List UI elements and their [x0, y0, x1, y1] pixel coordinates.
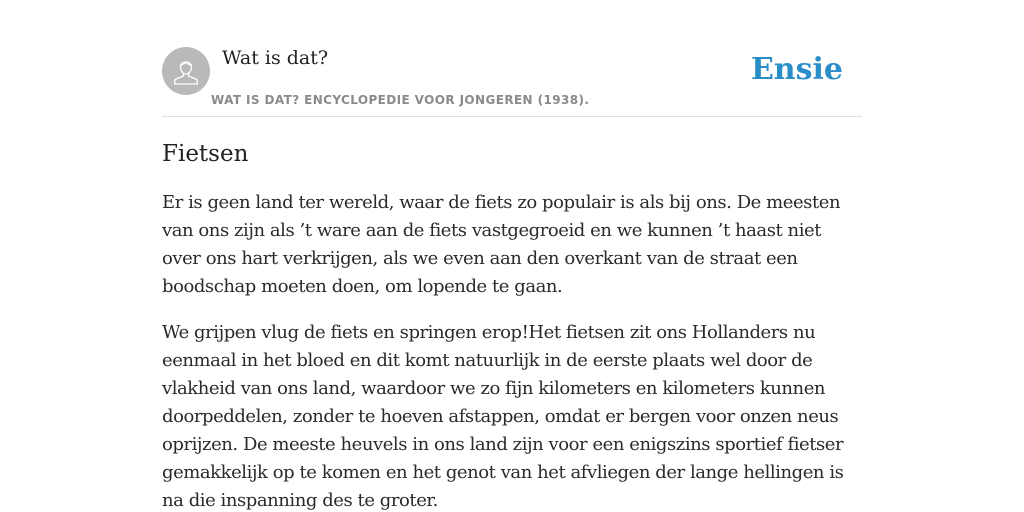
article-heading: Fietsen [162, 141, 249, 167]
article-paragraph-2: We grijpen vlug de fiets en springen erop!Het fietsen zit ons Hollanders nu eenmaal in het bloed en dit komt natuurlijk in de eerste plaats wel door de vlakheid van ons land, waardoor we zo fijn kilometers en kilometers kunnen doorpeddelen, zonder te hoeven afstappen, omdat er bergen voor onzen neus oprijzen. De meeste heuvels in ons land zijn voor een enigszins sportief fietser gemakkelijk op te komen en het genot van het afvliegen der lange hellingen is na die inspanning des te groter. [162, 322, 844, 511]
source-header [162, 46, 862, 117]
source-title-link[interactable]: Wat is dat? [222, 47, 329, 69]
user-silhouette-icon [162, 47, 210, 95]
article-body [162, 139, 862, 512]
source-subtitle: WAT IS DAT? ENCYCLOPEDIE VOOR JONGEREN (1938). [211, 93, 590, 107]
ensie-logo[interactable]: Ensie [750, 52, 843, 87]
article-paragraph-1: Er is geen land ter wereld, waar de fiets zo populair is als bij ons. De meesten van ons zijn als ’t ware aan de fiets vastgegroeid en we kunnen ’t haast niet over ons hart verkrijgen, als we even aan den overkant van de straat een boodschap moeten doen, om lopende te gaan. [162, 192, 841, 297]
